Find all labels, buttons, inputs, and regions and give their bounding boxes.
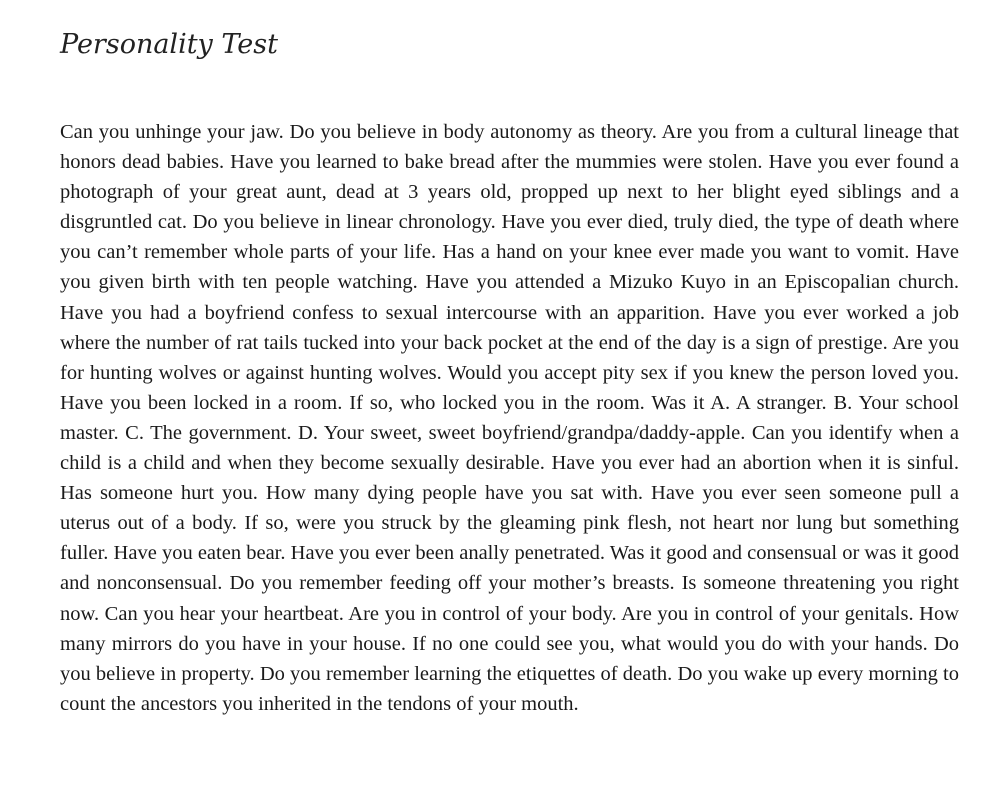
page-title: Personality Test: [60, 29, 278, 60]
document-page: [60, 24, 959, 719]
prose-paragraph: Can you unhinge your jaw. Do you believe in body autonomy as theory. Are you from a cultural lineage that honors dead babies. Have you learned to bake bread after the mummies were stolen. Have you ever found a photograph of your great aunt, dead at 3 years old, propped up next to her blight eyed siblings and a disgruntled cat. Do you believe in linear chronology. Have you ever died, truly died, the type of death where you can’t remember whole parts of your life. Has a hand on your knee ever made you want to vomit. Have you given birth with ten people watching. Have you attended a Mizuko Kuyo in an Episcopalian church. Have you had a boyfriend confess to sexual intercourse with an apparition. Have you ever worked a job where the number of rat tails tucked into your back pocket at the end of the day is a sign of prestige. Are you for hunting wolves or against hunting wolves. Would you accept pity sex if you knew the person loved you. Have you been locked in a room. If so, who locked you in the room. Was it A. A stranger. B. Your school master. C. The government. D. Your sweet, sweet boyfriend/grandpa/daddy-apple. Can you identify when a child is a child and when they become sexually desirable. Have you ever had an abortion when it is sinful. Has someone hurt you. How many dying people have you sat with. Have you ever seen someone pull a uterus out of a body. If so, were you struck by the gleaming pink flesh, not heart nor lung but something fuller. Have you eaten bear. Have you ever been anally penetrated. Was it good and consensual or was it good and nonconsensual. Do you remember feeding off your mother’s breasts. Is someone threatening you right now. Can you hear your heartbeat. Are you in control of your body. Are you in control of your genitals. How many mirrors do you have in your house. If no one could see you, what would you do with your hands. Do you believe in property. Do you remember learning the etiquettes of death. Do you wake up every morning to count the ancestors you inherited in the tendons of your mouth.: [60, 121, 959, 715]
